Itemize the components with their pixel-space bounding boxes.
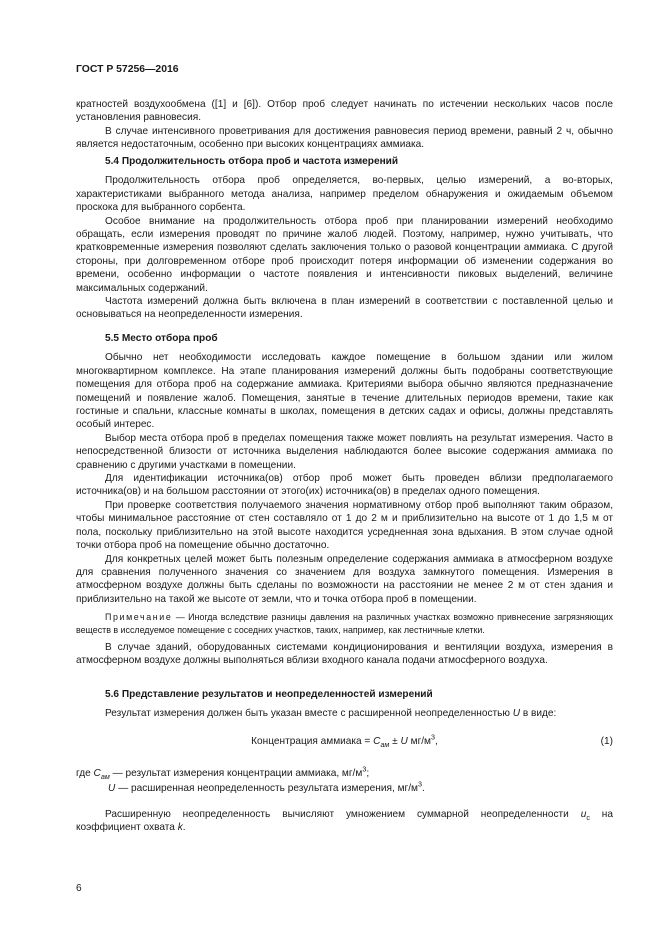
where-line-2 [108, 779, 613, 795]
paragraph [76, 707, 613, 720]
section-5-5 [76, 332, 613, 668]
variable-C: C [373, 736, 381, 747]
paragraph: В случае зданий, оборудованных системами кондиционирования и вентиляции воздуха, измерения в атмосферном воздухе должны выполняться вблизи входного канала подачи атмосферного воздуха. [76, 641, 613, 667]
subscript-am: ам [380, 740, 390, 750]
variable-u: u [580, 809, 587, 820]
comma: , [435, 736, 438, 747]
superscript: 3 [431, 732, 435, 742]
variable-U: U [512, 708, 521, 720]
variable-C: C [93, 768, 101, 779]
punct: . [182, 822, 186, 834]
paragraph: Для идентификации источника(ов) отбор проб может быть проведен вблизи предполагаемого источника(ов) и на большом расстоянии от этого(их) источника(ов) в пределах одного помещения. [76, 473, 613, 498]
paragraph [76, 808, 613, 835]
paragraph: Выбор места отбора проб в пределах помещения также может повлиять на результат измерения. Часто в непосредственной близости от источника выделения наблюдаются более высокие содержания аммиака по сравнению с другими участками в помещении. [76, 432, 613, 471]
paragraph: Обычно нет необходимости исследовать каждое помещение в большом здании или жилом многоквартирном комплексе. На этапе планирования измерений должны быть подобраны соответствующие помещения для отбора проб на содержание аммиака. Критериями выбора обычно являются предназначение помещений и появление жалоб. Помещения, занятые в течение длительных периодов времени, такие как гостиные и спальни, классные комнаты в школах, помещения в детских садах и офисы, должны представлять особый интерес. [76, 352, 613, 431]
definition-text: — результат измерения концентрации аммиака, мг/м [109, 768, 363, 779]
paragraph: Продолжительность отбора проб определяется, во-первых, целью измерений, а во-вторых, характеристиками выбранного метода анализа, например пределом обнаружения и ожидаемым объемом проскока для выбранного сорбента. [76, 175, 613, 214]
section-heading: 5.5 Место отбора проб [105, 333, 218, 344]
section-5-6 [76, 688, 613, 721]
text-run: на коэффициент охвата [76, 809, 613, 834]
subscript-am: ам [100, 772, 110, 782]
note-label: Примечание [105, 612, 173, 623]
note-text: — Иногда вследствие разницы давления на различных участках возможно привнесение загрязняющих веществ в исследуемое помещение с соседних участков, таких, например, как лестничные клетки. [76, 612, 613, 635]
intro-block [76, 98, 613, 152]
document-code-header: ГОСТ Р 57256—2016 [76, 64, 179, 75]
text-run: Расширенную неопределенность вычисляют умножением суммарной неопределенности [105, 809, 581, 820]
section-heading: 5.4 Продолжительность отбора проб и частота измерений [105, 156, 399, 167]
paragraph: кратностей воздухообмена ([1] и [6]). Отбор проб следует начинать по истечении нескольких часов после установления равновесия. [76, 99, 613, 124]
paragraph: Частота измерений должна быть включена в план измерений в соответствии с поставленной целью и основываться на неопределенности измерения. [76, 296, 613, 321]
paragraph: При проверке соответствия получаемого значения нормативному отбор проб выполняют таким образом, чтобы минимальное расстояние от стен составляло от 1 до 2 м и приблизительно на высоте от 1 до 1,5 м от пола, поскольку приблизительно на этой высоте находится усредненная зона вдыхания. В этом случае одной точки отбора проб на помещение обычно достаточно. [76, 499, 613, 552]
punct: ; [366, 768, 370, 779]
plus-minus: ± [389, 736, 401, 747]
final-paragraph-block [76, 808, 613, 835]
equation-1 [76, 732, 613, 750]
variable-U: U [400, 736, 408, 747]
unit: мг/м [407, 736, 431, 747]
where-label: где [76, 768, 94, 779]
equation-lhs: Концентрация аммиака = [251, 736, 374, 747]
text-run: Результат измерения должен быть указан вместе с расширенной неопределенностью [105, 708, 513, 720]
where-line-1 [76, 764, 613, 782]
variable-U: U [108, 783, 116, 794]
equation-number: (1) [600, 736, 613, 747]
text-run: в виде: [520, 708, 557, 720]
paragraph: В случае интенсивного проветривания для достижения равновесия период времени, равный 2 ч, обычно является недостаточным, особенно при высоких концентрациях аммиака. [76, 125, 613, 151]
superscript: 3 [417, 779, 422, 789]
paragraph: Для конкретных целей может быть полезным определение содержания аммиака в атмосферном воздухе для сравнения полученного значения со значением для воздуха замкнутого помещения. Измерения в атмосферном воздухе должны быть сделаны по возможности на расстоянии не менее 2 м от стен здания и приблизительно на такой же высоте от земли, что и точка отбора проб в помещении. [76, 553, 613, 605]
page-number: 6 [76, 883, 82, 894]
note [76, 611, 613, 636]
section-heading: 5.6 Представление результатов и неопределенностей измерений [105, 689, 433, 700]
punct: . [421, 783, 425, 794]
definition-text: — расширенная неопределенность результата измерения, мг/м [115, 783, 418, 794]
variable-k: k [177, 822, 183, 834]
paragraph: Особое внимание на продолжительность отбора проб при планировании измерений необходимо обращать, если измерения проводят по причине жалоб людей. Поэтому, например, нужно учитывать, что кратковременные измерения позволяют сделать заключения только о разовой концентрации аммиака. С другой стороны, при долговременном отборе проб происходит потеря информации об изменении содержания во времени, особенно информации о частоте появления и интенсивности пиковых выделений, величине максимальных содержаний. [76, 215, 613, 294]
section-5-4 [76, 155, 613, 322]
superscript: 3 [362, 764, 367, 774]
subscript-c: c [586, 813, 590, 823]
